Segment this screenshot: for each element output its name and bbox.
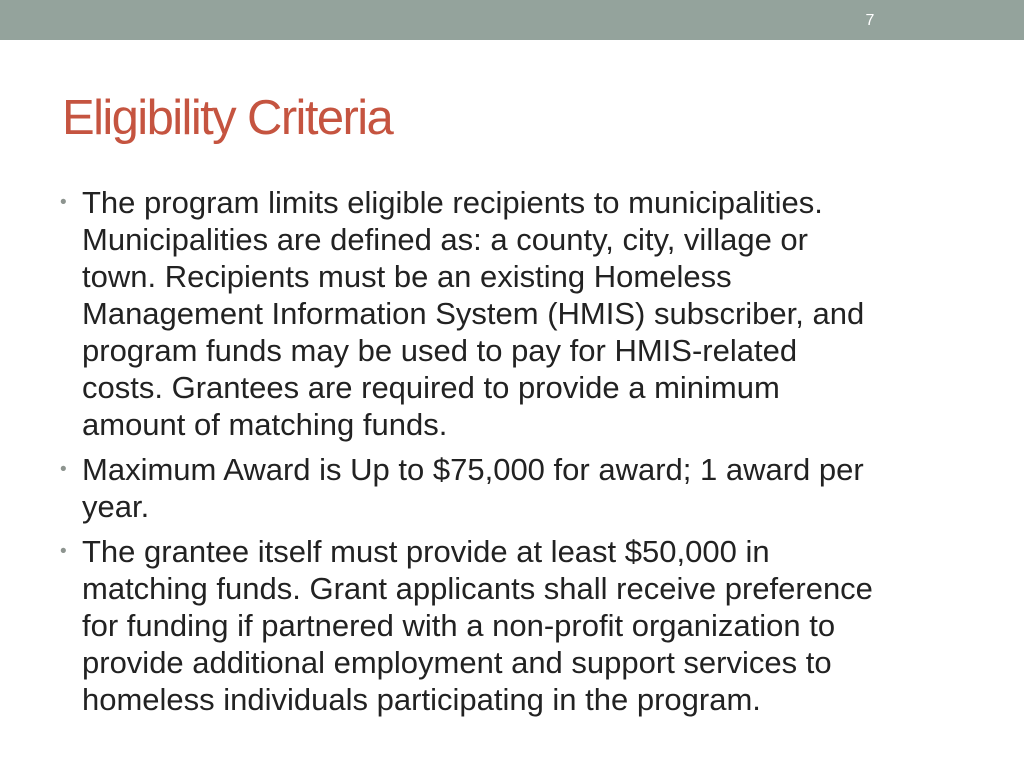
bullet-dot-icon: • bbox=[60, 192, 67, 213]
bullet-item-matching-funds bbox=[60, 533, 982, 718]
bullet-item-maximum-award bbox=[60, 451, 982, 525]
bullet-line: The grantee itself must provide at least $50,000 in bbox=[82, 534, 770, 569]
slide-number: 7 bbox=[865, 12, 875, 29]
bullet-line: The program limits eligible recipients to municipalities. bbox=[82, 185, 823, 220]
bullet-line: costs. Grantees are required to provide a minimum bbox=[82, 370, 780, 405]
bullet-item-recipients bbox=[60, 184, 982, 443]
bullet-list bbox=[60, 184, 982, 726]
slide-title: Eligibility Criteria bbox=[62, 91, 393, 145]
bullet-line: program funds may be used to pay for HMIS-related bbox=[82, 333, 798, 368]
bullet-line: Management Information System (HMIS) subscriber, and bbox=[82, 296, 865, 331]
bullet-line: Maximum Award is Up to $75,000 for award; 1 award per bbox=[82, 452, 864, 487]
bullet-line: year. bbox=[82, 489, 150, 524]
bullet-line: homeless individuals participating in the program. bbox=[82, 682, 761, 717]
bullet-line: matching funds. Grant applicants shall receive preference bbox=[82, 571, 873, 606]
bullet-dot-icon: • bbox=[60, 459, 67, 480]
bullet-line: town. Recipients must be an existing Homeless bbox=[82, 259, 732, 294]
bullet-line: Municipalities are defined as: a county, city, village or bbox=[82, 222, 808, 257]
header-bar bbox=[0, 0, 1024, 40]
bullet-line: amount of matching funds. bbox=[82, 407, 448, 442]
bullet-line: for funding if partnered with a non-profit organization to bbox=[82, 608, 836, 643]
bullet-dot-icon: • bbox=[60, 541, 67, 562]
bullet-line: provide additional employment and support services to bbox=[82, 645, 832, 680]
